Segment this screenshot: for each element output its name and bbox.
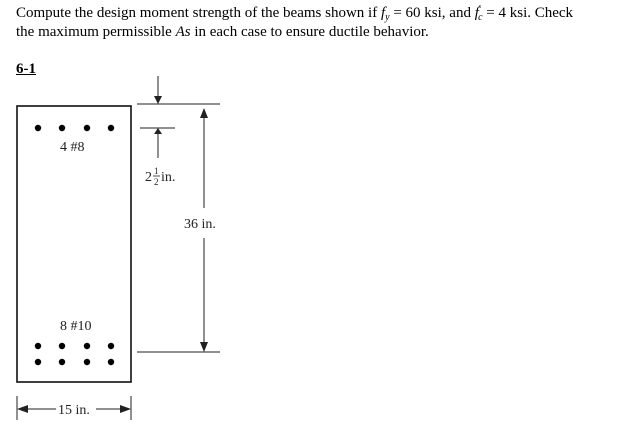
bottom-bars: [35, 343, 114, 365]
rebar-dot: [108, 359, 114, 365]
depth-arrowhead-up: [200, 108, 208, 118]
rebar-dot: [35, 125, 41, 131]
depth-label: 36 in.: [184, 217, 216, 232]
fy-symbol: f: [380, 5, 386, 21]
rebar-dot: [84, 125, 90, 131]
width-label: 15 in.: [58, 403, 90, 418]
rebar-dot: [108, 125, 114, 131]
as-symbol: As: [175, 24, 191, 40]
fc-subscript: c: [478, 12, 483, 23]
cover-arrowhead-up: [154, 128, 162, 134]
cover-arrowhead-down: [154, 96, 162, 104]
fy-value: = 60 ksi, and: [389, 5, 475, 21]
cover-whole: 2: [145, 170, 152, 185]
problem-text-line2-b: in each case to ensure ductile behavior.: [190, 24, 429, 40]
width-arrowhead-right: [120, 405, 131, 413]
rebar-dot: [108, 343, 114, 349]
width-arrowhead-left: [17, 405, 28, 413]
rebar-dot: [35, 359, 41, 365]
problem-text-line2-a: the maximum permissible: [16, 24, 176, 40]
fc-symbol: f: [474, 5, 479, 21]
rebar-dot: [84, 343, 90, 349]
fy-subscript: y: [385, 12, 390, 23]
cover-unit: in.: [161, 170, 176, 185]
cover-denominator: 2: [154, 177, 159, 187]
bottom-bars-label: 8 #10: [60, 319, 92, 334]
rebar-dot: [59, 359, 65, 365]
top-bars: [35, 125, 114, 131]
depth-arrowhead-down: [200, 342, 208, 352]
fc-value: = 4 ksi. Check: [482, 5, 574, 21]
rebar-dot: [59, 343, 65, 349]
rebar-dot: [59, 125, 65, 131]
fc-prime: ′: [478, 4, 482, 15]
top-bars-label: 4 #8: [60, 140, 85, 155]
cover-numerator: 1: [154, 166, 159, 176]
rebar-dot: [35, 343, 41, 349]
problem-number: 6-1: [16, 61, 36, 77]
problem-text-lead: Compute the design moment strength of the beams shown if: [16, 5, 381, 21]
rebar-dot: [84, 359, 90, 365]
